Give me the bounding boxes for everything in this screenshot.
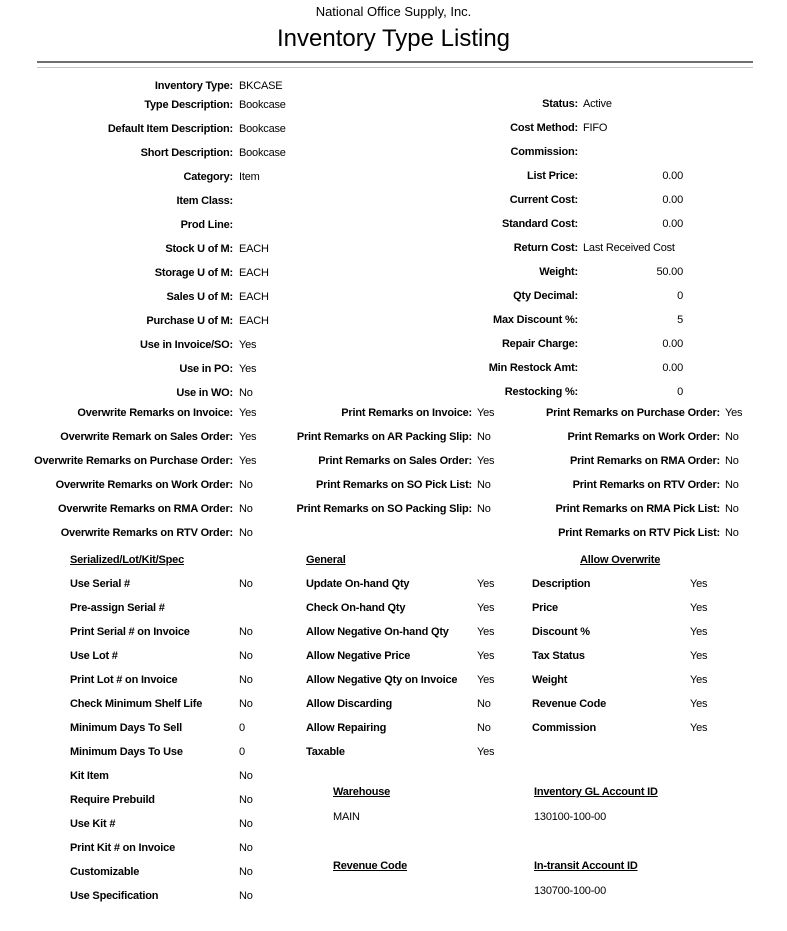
section-row-value: No [239,578,253,590]
field-value-number: 50.00 [656,266,683,278]
section-row [70,740,253,764]
section-row [70,812,253,836]
section-row [306,740,494,764]
field-value: Yes [239,455,257,467]
field-label: Use in Invoice/SO: [140,339,233,351]
field-row [500,521,787,545]
section-row [306,668,494,692]
section-row [532,644,707,668]
field-value-text: FIFO [583,122,608,134]
section-row-value: 0 [239,746,245,758]
field-value [583,116,683,140]
section-row-label: Pre-assign Serial # [70,602,165,614]
field-value-number: 0.00 [662,218,683,230]
field-label: Default Item Description: [107,123,233,135]
section-row-label: Use Kit # [70,818,116,830]
section-row [70,644,253,668]
field-label: Category: [183,171,233,183]
section-row-value: Yes [690,626,708,638]
in-transit-account-value: 130700-100-00 [534,885,607,897]
section-row-value: No [239,626,253,638]
section-row [70,572,253,596]
field-row [250,425,540,449]
section-serialized-lot-kit-spec [70,548,253,908]
field-label: Current Cost: [509,194,578,206]
section-row-value: No [239,698,253,710]
field-value: Bookcase [239,99,286,111]
field-value-number: 0.00 [662,338,683,350]
section-row-label: Print Kit # on Invoice [70,842,176,854]
field-value [583,356,683,380]
inventory-gl-account-value: 130100-100-00 [534,811,607,823]
section-row-label: Minimum Days To Sell [70,722,182,734]
revenue-code-block [333,858,407,897]
field-value-number: 0 [677,386,683,398]
field-row [300,308,787,332]
section-row [532,692,707,716]
field-label: Print Remarks on SO Packing Slip: [296,503,472,515]
section-row [70,884,253,908]
field-value: No [477,431,491,443]
company-name: National Office Supply, Inc. [315,4,472,19]
section-allow-overwrite [532,548,707,740]
section-row-label: Kit Item [70,770,109,782]
field-label: Print Remarks on RMA Pick List: [555,503,720,515]
field-label: Qty Decimal: [513,290,578,302]
section-title: Allow Overwrite [580,554,661,566]
field-label: Overwrite Remarks on RMA Order: [58,503,233,515]
section-row-label: Use Serial # [70,578,130,590]
section-row [532,716,707,740]
field-label: Sales U of M: [166,291,233,303]
field-row [300,116,787,140]
section-row-value: Yes [477,626,495,638]
field-label: Use in PO: [179,363,233,375]
field-value: No [725,503,739,515]
inventory-gl-account-block [534,784,658,826]
section-row-value: Yes [477,674,495,686]
field-row [300,140,787,164]
section-row [70,668,253,692]
section-row [70,692,253,716]
field-label: Purchase U of M: [146,315,233,327]
field-label: Overwrite Remark on Sales Order: [60,431,233,443]
field-label: Inventory Type: [154,80,233,92]
section-row [70,716,253,740]
field-label: Print Remarks on Sales Order: [318,455,472,467]
section-row-label: Check Minimum Shelf Life [70,698,203,710]
section-row-label: Discount % [532,626,590,638]
field-label: Cost Method: [510,122,578,134]
field-value: No [725,431,739,443]
section-row [70,764,253,788]
section-row-label: Allow Repairing [306,722,387,734]
section-row-value: Yes [477,746,495,758]
page-title: Inventory Type Listing [276,25,511,52]
field-label: List Price: [527,170,578,182]
section-row [306,572,494,596]
field-label: Print Remarks on RMA Order: [569,455,720,467]
section-row-label: Price [532,602,558,614]
section-row [306,596,494,620]
section-row-value: Yes [690,722,708,734]
field-row [500,449,787,473]
section-row-label: Use Lot # [70,650,118,662]
section-row-value: No [239,794,253,806]
field-label: Print Remarks on Work Order: [567,431,720,443]
field-label: Print Remarks on RTV Order: [572,479,720,491]
field-value: EACH [239,291,269,303]
section-row-value: Yes [690,698,708,710]
field-label: Prod Line: [180,219,233,231]
in-transit-account-block [534,858,638,900]
field-value: EACH [239,243,269,255]
field-label: Overwrite Remarks on RTV Order: [60,527,233,539]
section-row [306,692,494,716]
section-row [70,860,253,884]
general-info-right-column [300,92,787,404]
field-row [0,521,300,545]
section-general [306,548,494,764]
field-label: Stock U of M: [165,243,233,255]
section-row-label: Check On-hand Qty [306,602,406,614]
field-value [583,212,683,236]
section-row-label: Revenue Code [532,698,607,710]
section-row [70,596,253,620]
section-row-value: No [239,842,253,854]
section-row-label: Print Lot # on Invoice [70,674,178,686]
section-row [306,644,494,668]
field-row [500,425,787,449]
field-value: Bookcase [239,123,286,135]
field-label: Status: [542,98,578,110]
field-value [583,236,683,260]
field-value: Bookcase [239,147,286,159]
header-divider-dark [37,61,753,63]
field-row [300,260,787,284]
field-value-text: Active [583,98,612,110]
field-value [583,92,683,116]
field-value: Yes [477,455,495,467]
field-value: Yes [477,407,495,419]
field-label: Print Remarks on AR Packing Slip: [296,431,472,443]
section-row [70,836,253,860]
warehouse-value: MAIN [333,811,360,823]
section-row-label: Minimum Days To Use [70,746,183,758]
field-value: No [477,479,491,491]
field-row [300,332,787,356]
field-label: Overwrite Remarks on Work Order: [55,479,233,491]
field-label: Weight: [539,266,578,278]
field-label: Standard Cost: [501,218,578,230]
field-value [583,308,683,332]
in-transit-account-header: In-transit Account ID [534,860,638,872]
section-row-label: Description [532,578,591,590]
section-row-label: Allow Negative On-hand Qty [306,626,449,638]
field-value-number: 0.00 [662,362,683,374]
section-row-label: Taxable [306,746,345,758]
field-value [583,164,683,188]
field-row [250,449,540,473]
field-row [300,284,787,308]
field-value: Yes [725,407,743,419]
field-value: No [725,479,739,491]
section-row-value: No [477,698,491,710]
field-value: Yes [239,407,257,419]
section-row-label: Print Serial # on Invoice [70,626,190,638]
section-row-value: Yes [690,650,708,662]
section-row [306,716,494,740]
field-row [300,356,787,380]
field-label: Storage U of M: [154,267,233,279]
field-label: Print Remarks on Invoice: [341,407,472,419]
field-label: Overwrite Remarks on Purchase Order: [34,455,233,467]
field-row [250,497,540,521]
field-label: Item Class: [176,195,233,207]
field-row [500,401,787,425]
inventory-gl-account-header: Inventory GL Account ID [534,786,658,798]
field-value-number: 0.00 [662,170,683,182]
section-row-value: No [239,674,253,686]
field-value: Item [239,171,260,183]
field-label: Print Remarks on RTV Pick List: [558,527,720,539]
section-row [532,620,707,644]
section-row-value: No [239,818,253,830]
field-row [500,497,787,521]
field-label: Restocking %: [504,386,578,398]
field-value: Yes [239,339,257,351]
field-row [250,473,540,497]
section-title: Serialized/Lot/Kit/Spec [70,554,184,566]
revenue-code-header: Revenue Code [333,860,408,872]
section-row-value: Yes [690,602,708,614]
field-value: No [477,503,491,515]
field-label: Print Remarks on Purchase Order: [546,407,720,419]
field-row [500,473,787,497]
section-row-value: No [477,722,491,734]
section-row-label: Commission [532,722,597,734]
print-remarks-middle-column [250,401,540,521]
field-row [300,164,787,188]
section-title: General [306,554,346,566]
field-value-number: 0.00 [662,194,683,206]
field-value: No [239,503,253,515]
section-row [70,620,253,644]
field-value: EACH [239,267,269,279]
section-row-label: Weight [532,674,568,686]
section-row-label: Allow Discarding [306,698,393,710]
field-label: Max Discount %: [492,314,578,326]
warehouse-block [333,784,390,826]
section-row [532,572,707,596]
field-value-text: Last Received Cost [583,242,675,254]
field-label: Return Cost: [513,242,578,254]
field-value: BKCASE [239,80,283,92]
field-row [300,212,787,236]
section-row [532,668,707,692]
section-row-label: Tax Status [532,650,585,662]
field-value [583,284,683,308]
header-divider-light [37,67,753,68]
field-value [583,260,683,284]
revenue-code-value [333,883,407,897]
field-row [250,401,540,425]
section-row-value: No [239,650,253,662]
section-row [70,788,253,812]
field-value-number: 0 [677,290,683,302]
field-label: Commission: [510,146,578,158]
field-row [300,236,787,260]
section-row [306,620,494,644]
field-label: Use in WO: [176,387,233,399]
section-row-value: No [239,890,253,902]
section-row-label: Allow Negative Qty on Invoice [306,674,458,686]
section-row-value: Yes [477,578,495,590]
section-row-label: Require Prebuild [70,794,155,806]
field-label: Min Restock Amt: [488,362,578,374]
field-label: Type Description: [144,99,233,111]
field-value: No [725,527,739,539]
section-row-value: No [239,770,253,782]
field-value [583,140,683,164]
field-row [300,92,787,116]
section-row-value: Yes [477,650,495,662]
section-row-value: 0 [239,722,245,734]
field-value: No [239,479,253,491]
print-remarks-right-column [500,401,787,545]
section-row-label: Update On-hand Qty [306,578,410,590]
section-row [532,596,707,620]
field-label: Overwrite Remarks on Invoice: [77,407,233,419]
field-label: Short Description: [140,147,233,159]
warehouse-header: Warehouse [333,786,391,798]
section-row-value: Yes [690,578,708,590]
field-value: No [239,387,253,399]
field-label: Repair Charge: [501,338,578,350]
field-value [583,332,683,356]
field-value-number: 5 [677,314,683,326]
section-row-value: No [239,866,253,878]
field-value: Yes [239,431,257,443]
field-value: EACH [239,315,269,327]
field-row [300,188,787,212]
field-value: No [239,527,253,539]
section-row-label: Use Specification [70,890,159,902]
field-value [583,188,683,212]
field-value: Yes [239,363,257,375]
section-row-value: Yes [477,602,495,614]
field-label: Print Remarks on SO Pick List: [316,479,472,491]
section-row-label: Customizable [70,866,140,878]
field-value: No [725,455,739,467]
section-row-value: Yes [690,674,708,686]
section-row-label: Allow Negative Price [306,650,411,662]
